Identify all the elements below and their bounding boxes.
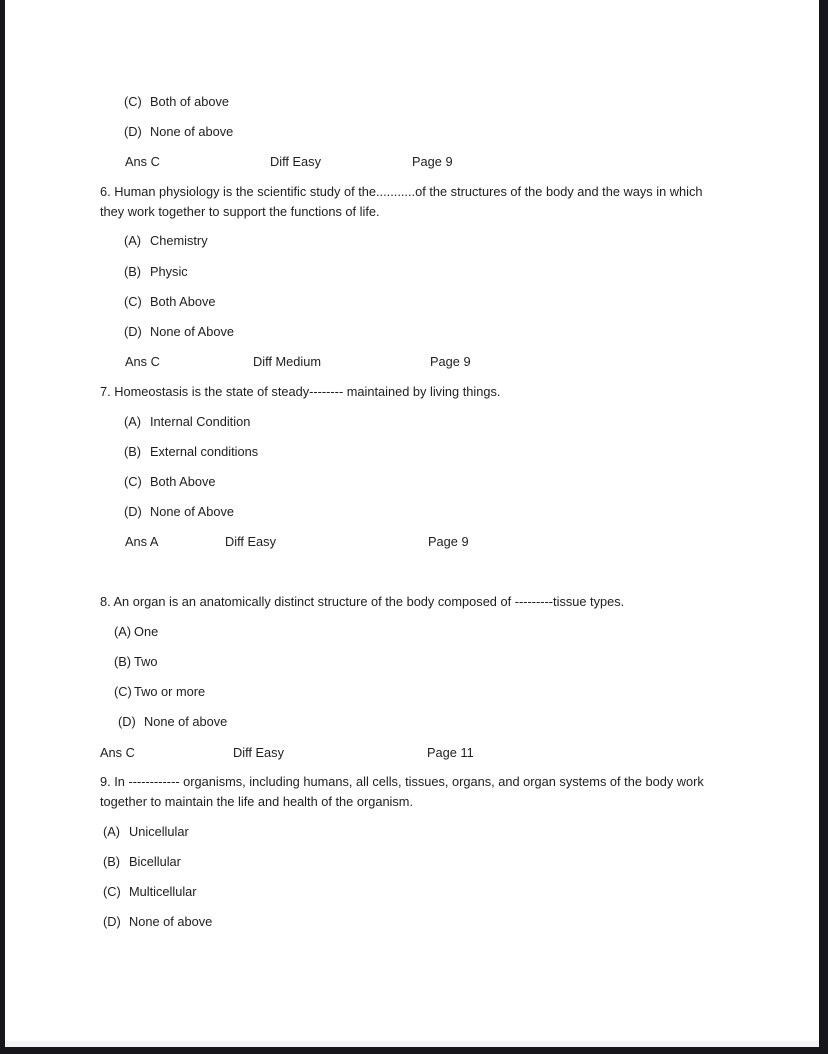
option-text: None of Above — [150, 324, 234, 339]
difficulty-value: Diff Easy — [225, 534, 276, 549]
page-reference: Page 11 — [427, 745, 474, 760]
q7-option-d — [124, 502, 234, 522]
q9-option-c — [103, 882, 197, 902]
option-label: (D) — [124, 504, 142, 519]
q6-answer-row — [0, 352, 828, 372]
option-label: (C) — [124, 94, 142, 109]
page-reference: Page 9 — [428, 534, 469, 549]
option-label: (B) — [114, 654, 132, 669]
q8-option-b — [114, 652, 157, 672]
answer-value: Ans A — [125, 534, 159, 549]
option-text: Chemistry — [150, 233, 208, 248]
option-text: None of above — [129, 914, 213, 929]
option-label: (A) — [114, 624, 132, 639]
option-label: (A) — [103, 824, 121, 839]
q6-option-a — [124, 231, 208, 251]
option-label: (C) — [103, 884, 121, 899]
option-label: (B) — [124, 444, 142, 459]
option-text: Unicellular — [129, 824, 189, 839]
q8-option-c — [114, 682, 205, 702]
q6-option-d — [124, 322, 234, 342]
option-text: Both of above — [150, 94, 229, 109]
option-text: Multicellular — [129, 884, 197, 899]
difficulty-value: Diff Easy — [233, 745, 284, 760]
option-text: None of above — [144, 714, 228, 729]
q7-text: 7. Homeostasis is the state of steady-------- maintained by living things. — [100, 384, 501, 399]
q9-option-d — [103, 912, 212, 932]
option-label: (A) — [124, 233, 142, 248]
q5-option-d — [124, 122, 233, 142]
option-text: Internal Condition — [150, 414, 251, 429]
option-text: Physic — [150, 264, 188, 279]
page-reference: Page 9 — [412, 154, 453, 169]
q9-option-a — [103, 822, 189, 842]
answer-value: Ans C — [125, 354, 160, 369]
q8-option-a — [114, 622, 158, 642]
q9-text: 9. In ------------ organisms, including humans, all cells, tissues, organs, and organ systems of the body work together to maintain the life and health of the organism. — [100, 774, 704, 809]
q7-option-c — [124, 472, 215, 492]
q5-option-c — [124, 92, 229, 112]
difficulty-value: Diff Easy — [270, 154, 321, 169]
option-text: Two or more — [134, 684, 206, 699]
option-label: (D) — [118, 714, 136, 729]
option-text: Two — [134, 654, 158, 669]
page-bottom-edge — [5, 1041, 819, 1047]
option-text: None of above — [150, 124, 234, 139]
option-text: Both Above — [150, 294, 216, 309]
answer-value: Ans C — [100, 745, 135, 760]
q8-option-d — [118, 712, 227, 732]
option-label: (C) — [124, 474, 142, 489]
q6-text: 6. Human physiology is the scientific study of the...........of the structures of the body and the ways in which they work together to support the functions of life. — [100, 184, 703, 219]
q8-answer-row — [0, 743, 828, 763]
q6-option-c — [124, 292, 215, 312]
option-label: (D) — [103, 914, 121, 929]
q7-answer-row — [0, 532, 828, 552]
option-label: (D) — [124, 324, 142, 339]
option-label: (C) — [114, 684, 132, 699]
q8-text: 8. An organ is an anatomically distinct structure of the body composed of ---------tissue types. — [100, 594, 625, 609]
page-reference: Page 9 — [430, 354, 471, 369]
option-label: (B) — [124, 264, 142, 279]
option-label: (A) — [124, 414, 142, 429]
answer-value: Ans C — [125, 154, 160, 169]
q9-option-b — [103, 852, 181, 872]
option-text: One — [134, 624, 159, 639]
difficulty-value: Diff Medium — [253, 354, 322, 369]
q5-answer-row — [0, 152, 828, 172]
option-text: None of Above — [150, 504, 234, 519]
option-label: (C) — [124, 294, 142, 309]
option-text: Bicellular — [129, 854, 181, 869]
q6-option-b — [124, 262, 188, 282]
option-label: (B) — [103, 854, 121, 869]
option-text: Both Above — [150, 474, 216, 489]
q7-option-b — [124, 442, 258, 462]
option-text: External conditions — [150, 444, 259, 459]
option-label: (D) — [124, 124, 142, 139]
q7-option-a — [124, 412, 250, 432]
